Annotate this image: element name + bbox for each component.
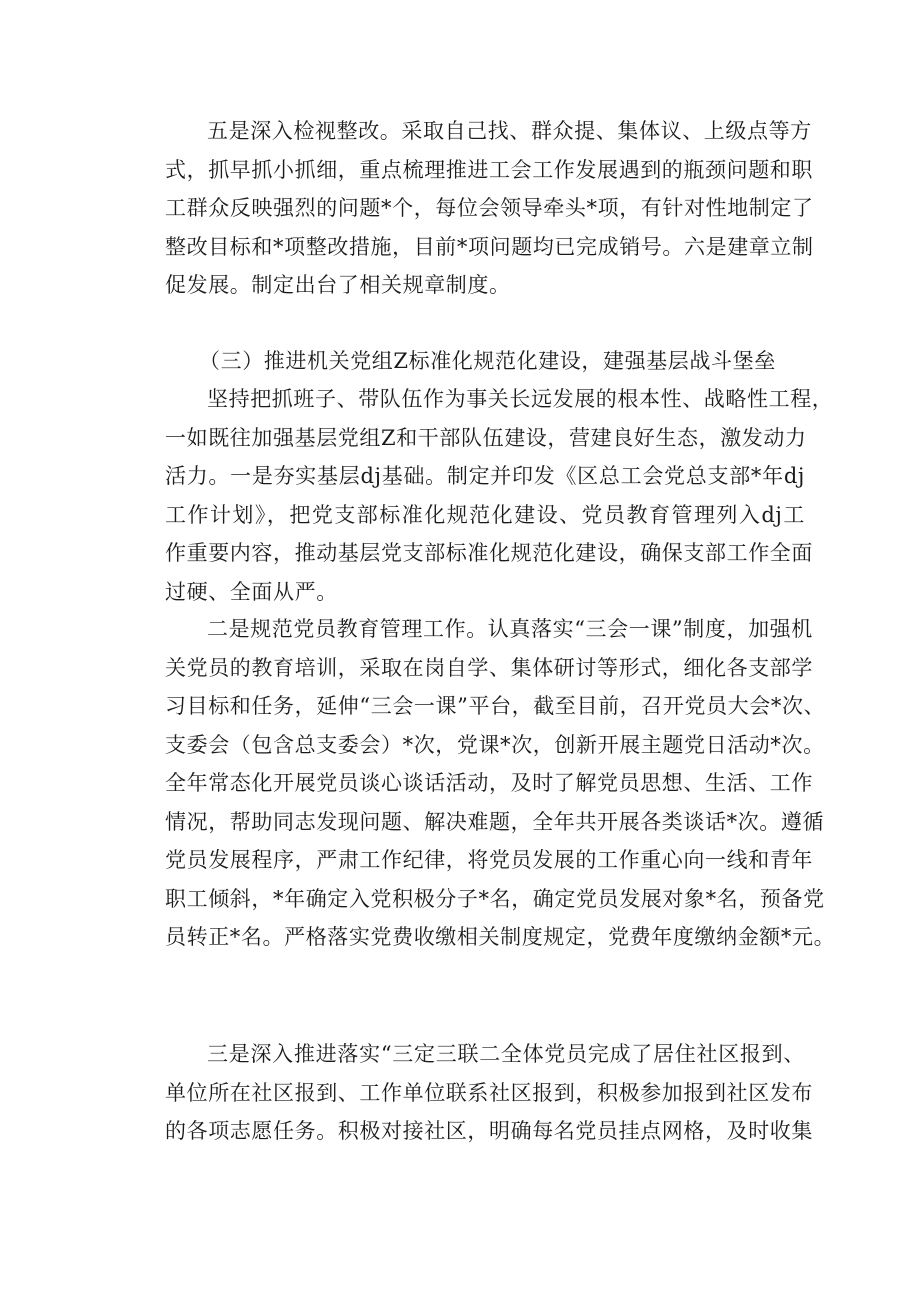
paragraph-community-registration	[165, 1035, 813, 1151]
text-line: 五是深入检视整改。采取自己找、群众提、集体议、上级点等方	[207, 119, 812, 143]
paragraph-rectification	[165, 112, 814, 305]
text-line: 关党员的教育培训，采取在岗自学、集体研讨等形式，细化各支部学	[165, 655, 813, 680]
paragraph-member-education	[165, 610, 836, 957]
text-line: 的各项志愿任务。积极对接社区，明确每名党员挂点网格，及时收集	[165, 1119, 813, 1143]
text-line: 工群众反映强烈的问题*个，每位会领导牵头*项，有针对性地制定了	[165, 196, 814, 220]
text-line: 三是深入推进落实“三定三联二全体党员完成了居住社区报到、	[207, 1042, 805, 1066]
text-line: 支委会（包含总支委会）*次，党课*次，创新开展主题党日活动*次。	[165, 732, 825, 757]
text-line: 单位所在社区报到、工作单位联系社区报到，积极参加报到社区发布	[165, 1080, 813, 1105]
text-line: 式，抓早抓小抓细，重点梳理推进工会工作发展遇到的瓶颈问题和职	[165, 157, 813, 182]
text-line: 过硬、全面从严。	[165, 579, 338, 604]
text-line: 工作计划》，把党支部标准化规范化建设、党员教育管理列入dj工	[165, 502, 805, 527]
text-line: 作重要内容，推动基层党支部标准化规范化建设，确保支部工作全面	[165, 541, 813, 565]
paragraph-party-building	[165, 380, 834, 611]
text-line: 活力。一是夯实基层dj基础。制定并印发《区总工会党总支部*年dj	[165, 464, 805, 488]
text-line: 全年常态化开展党员谈心谈话活动，及时了解党员思想、生活、工作	[165, 771, 813, 795]
text-line: 一如既往加强基层党组Z和干部队伍建设，营建良好生态，激发动力	[165, 425, 807, 450]
text-line: 促发展。制定出台了相关规章制度。	[165, 273, 511, 297]
text-line: 党员发展程序，严肃工作纪律，将党员发展的工作重心向一线和青年	[165, 848, 813, 872]
text-line: 习目标和任务，延伸“三会一课”平台，截至目前，召开党员大会*次、	[165, 694, 826, 718]
section-heading-text: （三）推进机关党组Z标准化规范化建设，建强基层战斗堡垒	[199, 349, 776, 373]
text-line: 坚持把抓班子、带队伍作为事关长远发展的根本性、战略性工程，	[207, 387, 834, 411]
text-line: 员转正*名。严格落实党费收缴相关制度规定，党费年度缴纳金额*元。	[165, 925, 836, 949]
text-line: 二是规范党员教育管理工作。认真落实“三会一课”制度，加强机	[207, 617, 813, 641]
section-heading	[165, 342, 805, 381]
text-line: 职工倾斜，*年确定入党积极分子*名，确定党员发展对象*名，预备党	[165, 886, 825, 911]
text-line: 整改目标和*项整改措施，目前*项问题均已完成销号。六是建章立制	[165, 234, 814, 259]
text-line: 情况，帮助同志发现问题、解决难题，全年共开展各类谈话*次。遵循	[165, 809, 825, 834]
